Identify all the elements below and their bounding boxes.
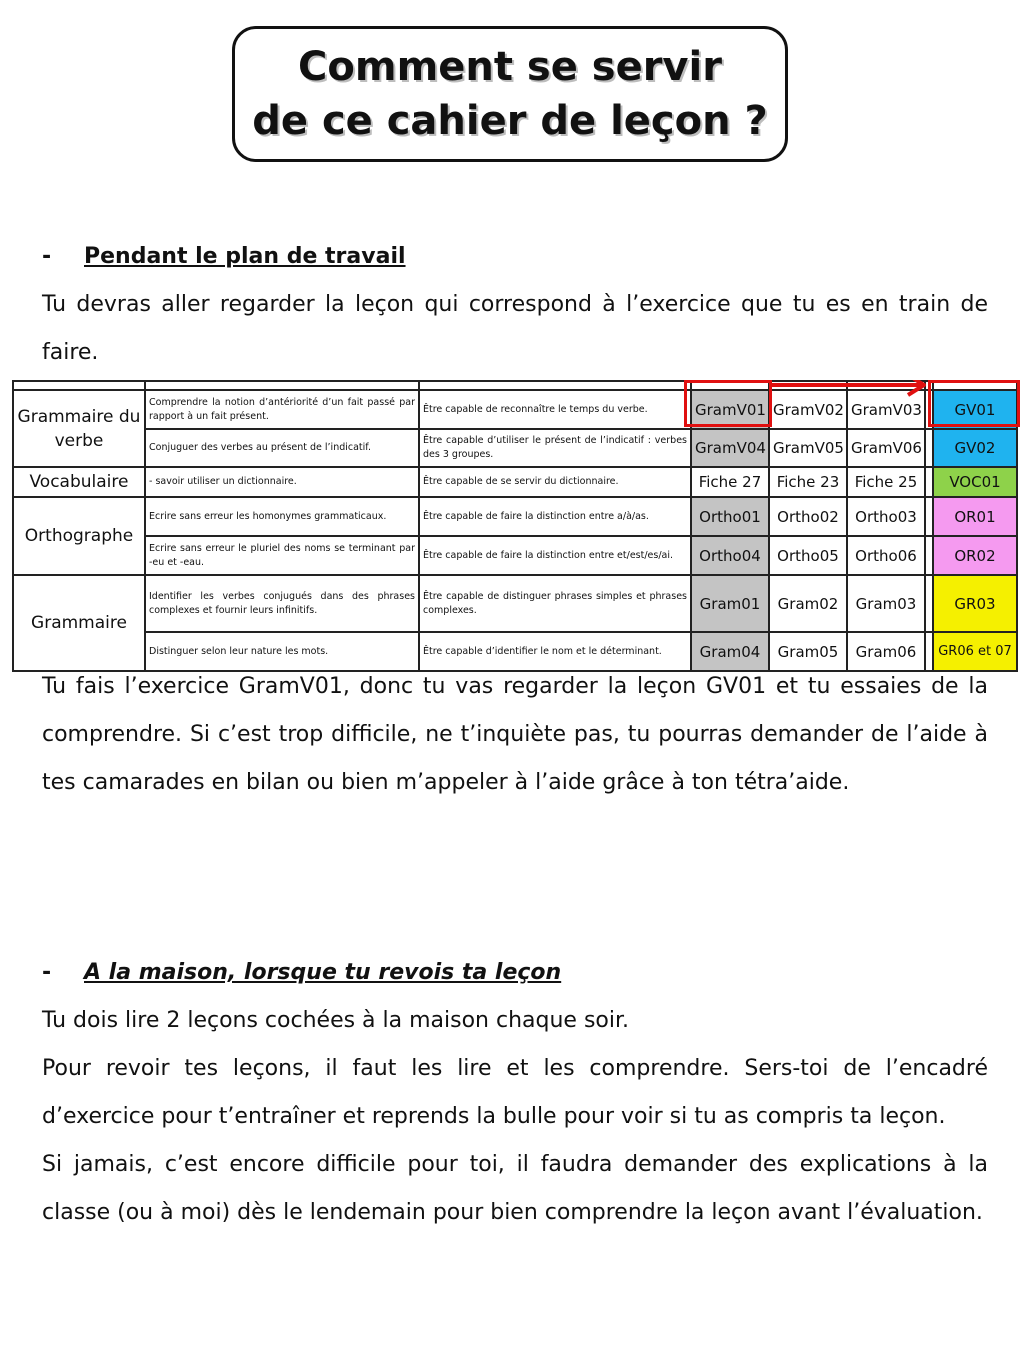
exercise-cell: Gram04 — [691, 632, 769, 671]
exercise-cell: Gram02 — [769, 575, 847, 632]
exercise-cell: Ortho02 — [769, 497, 847, 536]
paragraph: Pour revoir tes leçons, il faut les lire et les comprendre. Sers-toi de l’encadré d’exercice pour t’entraîner et reprends la bulle pour voir si tu as compris ta leçon. — [42, 1056, 988, 1129]
section-home — [42, 949, 988, 1237]
exercise-cell: GramV06 — [847, 429, 925, 467]
heading-label: Pendant le plan de travail — [84, 244, 406, 269]
table-row — [13, 536, 1017, 575]
title-line-1: Comment se servir — [298, 44, 722, 90]
title-line-2: de ce cahier de leçon ? — [252, 98, 768, 144]
table-row — [13, 575, 1017, 632]
table-row — [13, 497, 1017, 536]
lesson-cell: GR06 et 07 — [933, 632, 1017, 671]
lesson-cell: OR02 — [933, 536, 1017, 575]
table-top-strip — [13, 381, 1017, 390]
skill-cell: Ecrire sans erreur les homonymes grammaticaux. — [145, 497, 419, 536]
table-row — [13, 467, 1017, 497]
lesson-table — [12, 380, 1018, 672]
lesson-cell: GV02 — [933, 429, 1017, 467]
highlight-lesson-box — [928, 380, 1020, 427]
bullet-dash: - — [42, 960, 52, 985]
highlight-exercise-box — [684, 380, 772, 427]
title-box — [232, 26, 788, 162]
skill-cell: Comprendre la notion d’antériorité d’un fait passé par rapport à un fait présent. — [145, 390, 419, 429]
domain-cell: Grammaire — [13, 575, 145, 671]
domain-cell: Orthographe — [13, 497, 145, 575]
domain-cell: Vocabulaire — [13, 467, 145, 497]
exercise-cell: Gram05 — [769, 632, 847, 671]
lesson-cell: GV01 — [933, 390, 1017, 429]
objective-cell: Être capable de reconnaître le temps du verbe. — [419, 390, 691, 429]
skill-cell: Identifier les verbes conjugués dans des phrases complexes et fournir leurs infinitifs. — [145, 575, 419, 632]
exercise-cell: GramV05 — [769, 429, 847, 467]
bullet-dash: - — [42, 244, 52, 269]
exercise-cell: Ortho04 — [691, 536, 769, 575]
exercise-cell: GramV02 — [769, 390, 847, 429]
skill-cell: - savoir utiliser un dictionnaire. — [145, 467, 419, 497]
objective-cell: Être capable de distinguer phrases simples et phrases complexes. — [419, 575, 691, 632]
section-work-plan — [42, 233, 988, 377]
section-heading — [42, 949, 988, 997]
exercise-cell: Ortho06 — [847, 536, 925, 575]
lesson-cell: VOC01 — [933, 467, 1017, 497]
exercise-cell: Fiche 27 — [691, 467, 769, 497]
objective-cell: Être capable d’utiliser le présent de l’indicatif : verbes des 3 groupes. — [419, 429, 691, 467]
exercise-cell: Ortho03 — [847, 497, 925, 536]
lesson-cell: GR03 — [933, 575, 1017, 632]
objective-cell: Être capable de faire la distinction entre a/à/as. — [419, 497, 691, 536]
paragraph: Tu fais l’exercice GramV01, donc tu vas regarder la leçon GV01 et tu essaies de la comprendre. Si c’est trop difficile, ne t’inquiète pas, tu pourras demander de l’aide à tes camarades en bilan ou bien m’appeler à l’aide grâce à ton tétra’aide. — [42, 674, 988, 795]
paragraph: Si jamais, c’est encore difficile pour toi, il faudra demander des explications à la classe (ou à moi) dès le lendemain pour bien comprendre la leçon avant l’évaluation. — [42, 1152, 988, 1225]
section-example — [42, 663, 988, 807]
exercise-cell: Fiche 23 — [769, 467, 847, 497]
domain-cell: Grammaire du verbe — [13, 390, 145, 467]
skill-cell: Distinguer selon leur nature les mots. — [145, 632, 419, 671]
exercise-cell: Fiche 25 — [847, 467, 925, 497]
exercise-cell: Gram06 — [847, 632, 925, 671]
exercise-cell: Gram03 — [847, 575, 925, 632]
paragraph: Tu dois lire 2 leçons cochées à la maison chaque soir. — [42, 1008, 630, 1033]
objective-cell: Être capable de faire la distinction entre et/est/es/ai. — [419, 536, 691, 575]
exercise-cell: Ortho05 — [769, 536, 847, 575]
section-heading — [42, 233, 988, 281]
paragraph: Tu devras aller regarder la leçon qui correspond à l’exercice que tu es en train de faire. — [42, 292, 988, 365]
objective-cell: Être capable de se servir du dictionnaire. — [419, 467, 691, 497]
skill-cell: Ecrire sans erreur le pluriel des noms se terminant par -eu et -eau. — [145, 536, 419, 575]
exercise-cell: Ortho01 — [691, 497, 769, 536]
skill-cell: Conjuguer des verbes au présent de l’indicatif. — [145, 429, 419, 467]
heading-label: A la maison, lorsque tu revois ta leçon — [84, 960, 562, 985]
exercise-cell: GramV03 — [847, 390, 925, 429]
exercise-cell: Gram01 — [691, 575, 769, 632]
lesson-table-image — [12, 380, 1016, 662]
exercise-cell: GramV04 — [691, 429, 769, 467]
objective-cell: Être capable d’identifier le nom et le déterminant. — [419, 632, 691, 671]
table-row — [13, 429, 1017, 467]
exercise-cell: GramV01 — [691, 390, 769, 429]
lesson-cell: OR01 — [933, 497, 1017, 536]
table-row — [13, 390, 1017, 429]
